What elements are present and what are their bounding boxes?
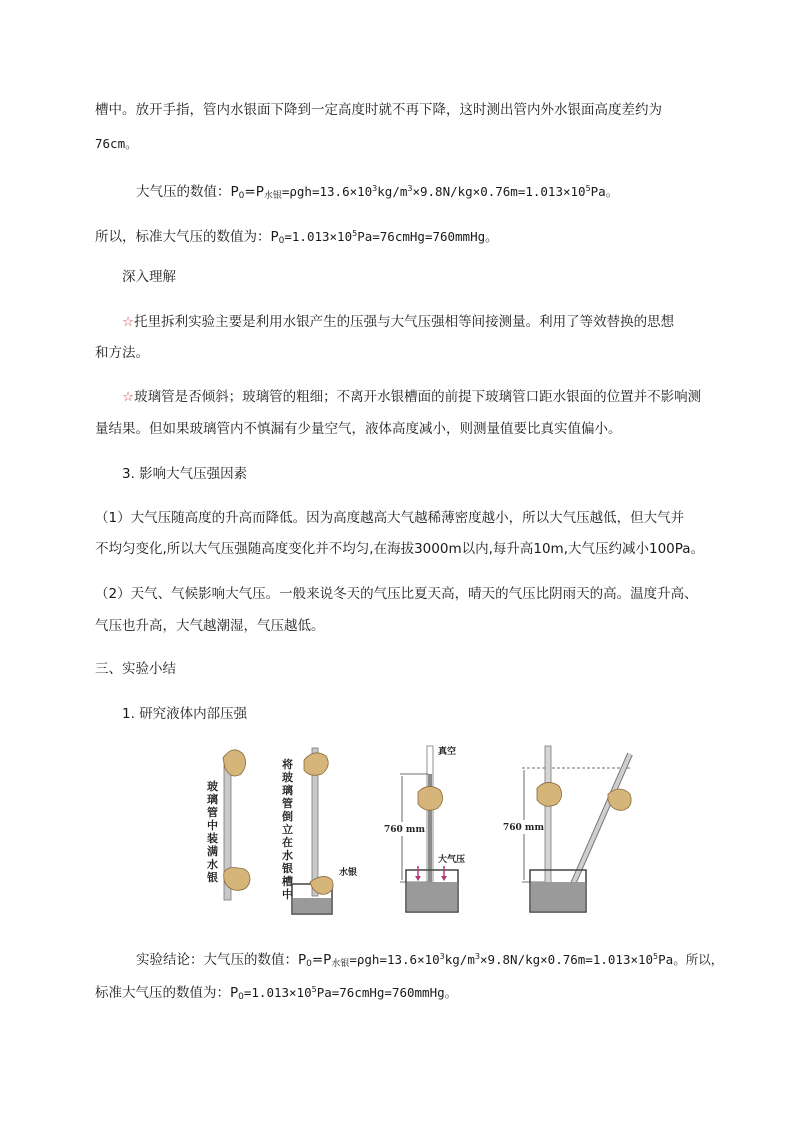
hand-icon — [304, 753, 328, 776]
star-icon: ☆ — [122, 389, 135, 405]
glass-tube — [545, 746, 551, 904]
hand-icon — [418, 786, 443, 810]
formula-atmospheric-pressure: 大气压的数值：$P_0=P_{水银}=\rho gh=13.6\times 10^3kg/m^3\times 9.8N/kg\times 0.76m=1.013\times 10^5Pa$。 — [136, 184, 619, 201]
point-2-line: ☆玻璃管是否倾斜；玻璃管的粗细；不离开水银槽面的前提下玻璃管口距水银面的位置并不影响测 — [122, 389, 702, 405]
conclusion-line: 实验结论：大气压的数值：$P_0=P_{水银}=\rho gh=13.6\times 10^3kg/m^3\times 9.8N/kg\times 0.76m=1.013\times 10^5Pa$。所以， — [136, 952, 724, 969]
mercury-liquid — [407, 882, 457, 911]
mercury-liquid — [531, 882, 585, 911]
label-height-760: 760 mm — [503, 823, 544, 833]
hand-icon — [224, 868, 250, 891]
point-1-line: 和方法。 — [95, 345, 149, 361]
factor-1-line: （1）大气压随高度的升高而降低。因为高度越高大气越稀薄密度越小，所以大气压越低，但大气并 — [95, 510, 685, 526]
factor-1-line: 不均匀变化,所以大气压强随高度变化并不均匀,在海拔3000m以内,每升高10m,大气压约减小100Pa。 — [95, 541, 705, 557]
point-2-line: 量结果。但如果玻璃管内不慎漏有少量空气，液体高度减小，则测量值要比真实值偏小。 — [95, 421, 622, 437]
pressure-arrow-icon — [415, 876, 421, 881]
caption-fill-tube: 玻 璃 管 中 装 满 水 银 — [207, 780, 218, 884]
heading-deep-understanding: 深入理解 — [122, 269, 176, 285]
caption-invert-tube: 将 玻 璃 管 倒 立 在 水 银 槽 中 — [282, 758, 293, 901]
pressure-arrow-icon — [441, 876, 447, 881]
hand-icon — [537, 782, 562, 806]
subsection-heading: 1. 研究液体内部压强 — [122, 706, 248, 722]
label-vacuum: 真空 — [438, 747, 457, 757]
panel-tilted-tube — [503, 746, 631, 912]
panel-fill-tube — [207, 750, 250, 900]
factor-2-line: 气压也升高，大气越潮湿，气压越低。 — [95, 618, 325, 634]
torricelli-experiment-figure — [200, 742, 662, 918]
factor-2-line: （2）天气、气候影响大气压。一般来说冬天的气压比夏天高，晴天的气压比阴雨天的高。温度升高、 — [95, 586, 698, 602]
label-height-760: 760 mm — [384, 825, 425, 835]
panel-vacuum — [384, 745, 465, 912]
star-icon: ☆ — [122, 314, 135, 330]
hand-icon — [608, 789, 631, 810]
standard-pressure-line: 所以，标准大气压的数值为：$P_0=1.013\times 10^5Pa=76cmHg=760mmHg$。 — [95, 229, 498, 246]
tilted-glass-tube — [566, 754, 630, 900]
mercury-liquid — [293, 898, 331, 913]
label-mercury: 水银 — [339, 868, 358, 878]
section-heading-factors: 3. 影响大气压强因素 — [122, 466, 248, 482]
point-1-line: ☆托里拆利实验主要是利用水银产生的压强与大气压强相等间接测量。利用了等效替换的思想 — [122, 314, 675, 330]
label-atmospheric-pressure: 大气压 — [438, 855, 466, 865]
paragraph-line: 76cm。 — [95, 136, 138, 151]
section-heading-summary: 三、实验小结 — [95, 661, 176, 677]
conclusion-line: 标准大气压的数值为：$P_0=1.013\times 10^5Pa=76cmHg=760mmHg$。 — [95, 985, 458, 1002]
panel-invert-tube — [282, 748, 357, 914]
paragraph-line: 槽中。放开手指，管内水银面下降到一定高度时就不再下降，这时测出管内外水银面高度差约为 — [95, 102, 662, 118]
